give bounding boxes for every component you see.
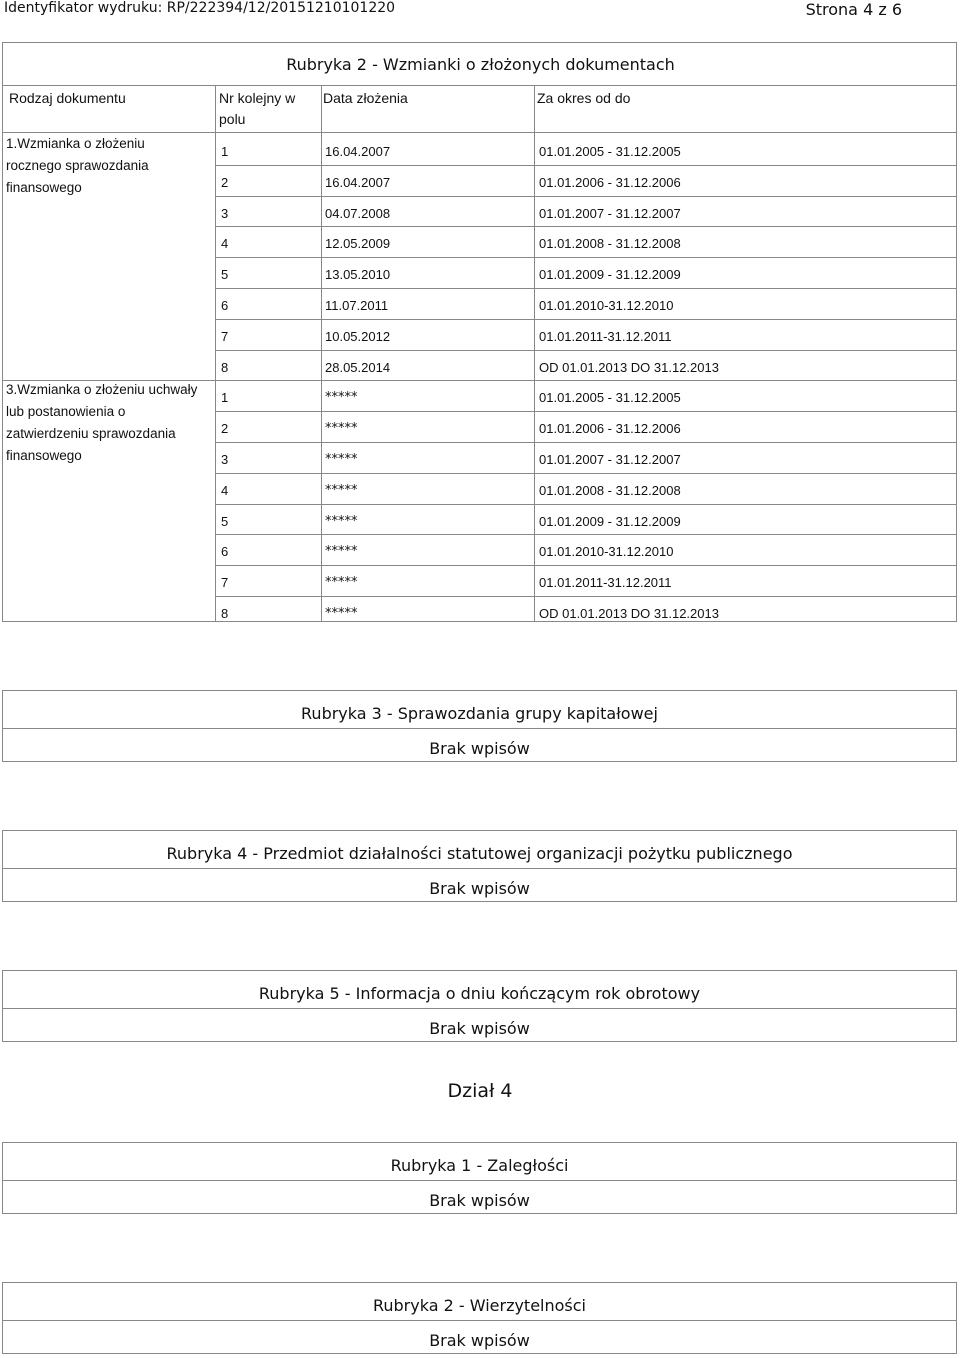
- section-empty-text: Brak wpisów: [429, 1191, 530, 1210]
- entry-nr: 3: [221, 452, 229, 467]
- entry-date: *****: [325, 575, 358, 591]
- entry-nr: 4: [221, 482, 229, 498]
- entry-nr: 2: [221, 174, 229, 190]
- dzial-heading: Dział 4: [447, 1080, 513, 1102]
- doc-type-label: 1.Wzmianka o złożeniu: [6, 136, 145, 151]
- entry-period: 01.01.2005 - 31.12.2005: [539, 144, 681, 159]
- page-header: [0, 0, 960, 18]
- row-divider: [215, 473, 956, 474]
- entry-date: 28.05.2014: [325, 359, 391, 375]
- row-divider: [215, 411, 956, 412]
- col-header-date: Data złożenia: [323, 90, 408, 106]
- entry-date: *****: [325, 421, 358, 437]
- section-empty-text: Brak wpisów: [429, 879, 530, 898]
- print-identifier: Identyfikator wydruku: RP/222394/12/20151210101220: [4, 0, 396, 16]
- col-header-nr-line2: polu: [219, 111, 246, 127]
- entry-period: 01.01.2007 - 31.12.2007: [539, 452, 681, 467]
- entry-nr: 1: [221, 144, 229, 159]
- row-divider: [215, 565, 956, 566]
- entry-period: 01.01.2007 - 31.12.2007: [539, 205, 681, 221]
- row-divider: [215, 165, 956, 166]
- entry-date: 12.05.2009: [325, 236, 391, 252]
- entry-period: 01.01.2006 - 31.12.2006: [539, 421, 681, 437]
- entry-date: *****: [325, 544, 358, 560]
- entry-date: *****: [325, 482, 358, 498]
- row-divider: [215, 196, 956, 197]
- rubryka-2-title: Rubryka 2 - Wzmianki o złożonych dokumentach: [286, 55, 675, 74]
- section-box: [2, 970, 957, 1042]
- section-divider: [3, 868, 956, 869]
- section-divider: [3, 728, 956, 729]
- entry-nr: 4: [221, 236, 229, 252]
- entry-date: *****: [325, 452, 358, 467]
- section-title: Rubryka 2 - Wierzytelności: [372, 1296, 586, 1315]
- row-divider: [215, 288, 956, 289]
- row-divider: [215, 442, 956, 443]
- rubryka-2-table: [2, 42, 957, 622]
- section-empty-text: Brak wpisów: [429, 739, 530, 758]
- row-divider: [215, 226, 956, 227]
- entry-date: 04.07.2008: [325, 205, 391, 221]
- entry-date: 10.05.2012: [325, 328, 391, 344]
- page-number: Strona 4 z 6: [805, 0, 902, 19]
- entry-date: 11.07.2011: [325, 298, 389, 313]
- row-divider: [215, 350, 956, 351]
- entry-date: 13.05.2010: [325, 267, 391, 283]
- entry-period: 01.01.2011-31.12.2011: [539, 575, 672, 591]
- row-divider: [215, 257, 956, 258]
- section-empty-text: Brak wpisów: [429, 1331, 530, 1350]
- entry-period: 01.01.2008 - 31.12.2008: [539, 236, 681, 252]
- entry-period: OD 01.01.2013 DO 31.12.2013: [539, 359, 719, 375]
- section-box: [2, 830, 957, 902]
- entry-period: 01.01.2008 - 31.12.2008: [539, 482, 681, 498]
- section-title: Rubryka 1 - Zaległości: [390, 1156, 569, 1175]
- section-divider: [3, 1008, 956, 1009]
- entry-period: 01.01.2006 - 31.12.2006: [539, 174, 681, 190]
- row-divider: [215, 504, 956, 505]
- entry-nr: 8: [221, 606, 229, 621]
- entry-nr: 7: [221, 575, 229, 591]
- col-header-doc-type: Rodzaj dokumentu: [9, 90, 126, 106]
- entry-date: 16.04.2007: [325, 144, 391, 159]
- entry-nr: 1: [221, 390, 229, 406]
- entry-nr: 5: [221, 513, 229, 529]
- section-divider: [3, 1320, 956, 1321]
- entry-date: *****: [325, 513, 358, 529]
- entry-nr: 6: [221, 544, 229, 560]
- doc-type-label: lub postanowienia o: [6, 404, 126, 420]
- section-box: [2, 1142, 957, 1214]
- row-divider: [3, 85, 956, 86]
- entry-date: *****: [325, 390, 358, 406]
- entry-period: 01.01.2009 - 31.12.2009: [539, 513, 681, 529]
- entry-period: 01.01.2009 - 31.12.2009: [539, 267, 681, 283]
- doc-type-label: finansowego: [6, 448, 82, 464]
- entry-period: 01.01.2010-31.12.2010: [539, 298, 674, 313]
- entry-nr: 8: [221, 359, 229, 375]
- entry-nr: 7: [221, 328, 229, 344]
- section-title: Rubryka 4 - Przedmiot działalności statutowej organizacji pożytku publicznego: [166, 844, 793, 863]
- row-divider: [215, 596, 956, 597]
- doc-type-label: rocznego sprawozdania: [6, 158, 149, 173]
- entry-period: 01.01.2011-31.12.2011: [539, 328, 672, 344]
- entry-nr: 6: [221, 298, 229, 313]
- entry-date: 16.04.2007: [325, 174, 391, 190]
- entry-date: *****: [325, 606, 358, 621]
- entry-nr: 3: [221, 205, 229, 221]
- row-divider: [3, 132, 956, 133]
- entry-nr: 5: [221, 267, 229, 283]
- section-box: [2, 1282, 957, 1354]
- entry-period: 01.01.2010-31.12.2010: [539, 544, 674, 560]
- row-divider: [215, 319, 956, 320]
- col-header-period: Za okres od do: [537, 90, 631, 106]
- section-box: [2, 690, 957, 762]
- section-empty-text: Brak wpisów: [429, 1019, 530, 1038]
- section-title: Rubryka 5 - Informacja o dniu kończącym rok obrotowy: [258, 984, 701, 1003]
- doc-type-label: 3.Wzmianka o złożeniu uchwały: [6, 382, 198, 398]
- section-divider: [3, 1180, 956, 1181]
- entry-period: OD 01.01.2013 DO 31.12.2013: [539, 606, 719, 621]
- entry-nr: 2: [221, 421, 229, 437]
- entry-period: 01.01.2005 - 31.12.2005: [539, 390, 681, 406]
- doc-type-label: zatwierdzeniu sprawozdania: [6, 426, 176, 442]
- section-title: Rubryka 3 - Sprawozdania grupy kapitałowej: [301, 704, 658, 723]
- col-header-nr: Nr kolejny w: [219, 90, 296, 106]
- row-divider: [215, 534, 956, 535]
- doc-type-label: finansowego: [6, 180, 82, 195]
